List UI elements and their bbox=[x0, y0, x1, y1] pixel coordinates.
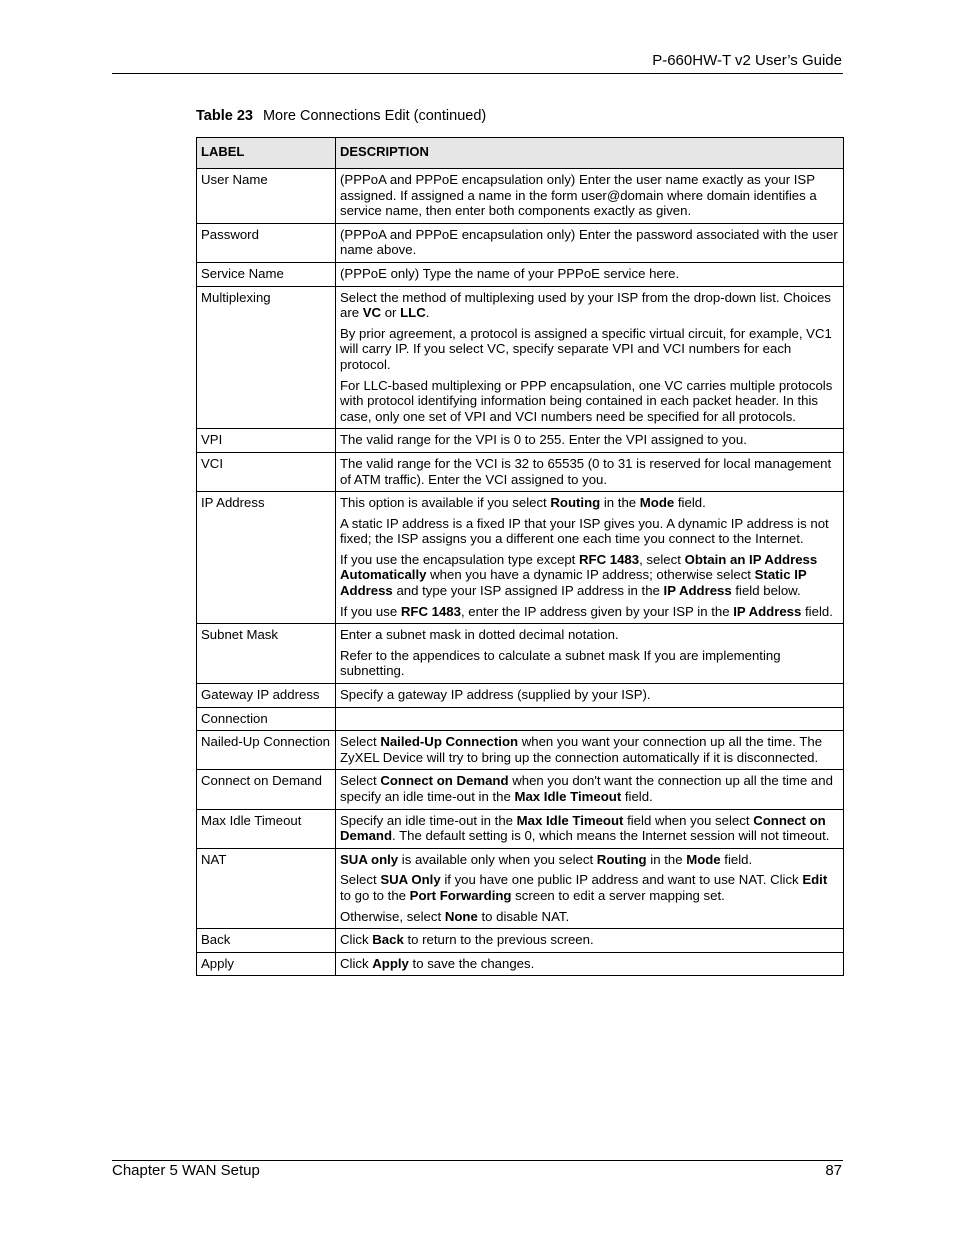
emphasis-term: Max Idle Timeout bbox=[514, 789, 622, 804]
table-row bbox=[197, 809, 844, 848]
text-run: field when you select bbox=[623, 812, 754, 828]
text-run: By prior agreement, a protocol is assigned a specific virtual circuit, for example, VC1 will carry IP. If you select VC, specify separate VPI and VCI numbers for each protocol. bbox=[340, 325, 832, 372]
row-description bbox=[336, 223, 844, 262]
table-row bbox=[197, 286, 844, 429]
emphasis-term: IP Address bbox=[663, 583, 732, 599]
row-description bbox=[336, 929, 844, 953]
description-paragraph bbox=[340, 648, 839, 679]
row-description bbox=[336, 286, 844, 429]
text-run: For LLC-based multiplexing or PPP encapsulation, one VC carries multiple protocols with protocol identifying information being contained in each packet header. In this case, only one set of VPI and VCI numbers need be specified for all protocols. bbox=[340, 377, 833, 424]
table-row bbox=[197, 169, 844, 224]
emphasis-term: Nailed-Up Connection bbox=[380, 734, 519, 750]
text-run: screen to edit a server mapping set. bbox=[511, 887, 725, 903]
table-row bbox=[197, 929, 844, 953]
table-row bbox=[197, 429, 844, 453]
row-description bbox=[336, 848, 844, 928]
table-row bbox=[197, 452, 844, 491]
description-paragraph bbox=[340, 687, 839, 703]
row-description bbox=[336, 624, 844, 684]
text-run: is available only when you select bbox=[398, 851, 597, 867]
emphasis-term: Mode bbox=[639, 495, 675, 511]
emphasis-term: RFC 1483 bbox=[400, 603, 461, 619]
description-paragraph bbox=[340, 172, 839, 219]
description-paragraph bbox=[340, 734, 839, 765]
row-description bbox=[336, 731, 844, 770]
row-label: Service Name bbox=[197, 262, 336, 286]
text-run: if you have one public IP address and want to use NAT. Click bbox=[440, 872, 803, 888]
description-paragraph bbox=[340, 627, 839, 643]
text-run: field. bbox=[621, 789, 653, 804]
text-run: Select the method of multiplexing used by your ISP from the drop-down list. Choices are bbox=[340, 289, 831, 321]
emphasis-term: Edit bbox=[802, 872, 828, 888]
description-paragraph bbox=[340, 909, 839, 925]
text-run: in the bbox=[646, 851, 687, 867]
text-run: Specify an idle time-out in the bbox=[340, 812, 517, 828]
description-paragraph bbox=[340, 956, 839, 972]
emphasis-term: None bbox=[444, 908, 478, 924]
table-caption-label: Table 23 bbox=[196, 108, 253, 124]
emphasis-term: Routing bbox=[596, 851, 647, 867]
text-run: (PPPoE only) Type the name of your PPPoE service here. bbox=[340, 265, 680, 281]
table-row bbox=[197, 848, 844, 928]
emphasis-term: Apply bbox=[372, 955, 409, 971]
description-paragraph bbox=[340, 290, 839, 321]
footer-page-number: 87 bbox=[825, 1162, 842, 1179]
text-run: , select bbox=[639, 551, 685, 567]
text-run: The valid range for the VPI is 0 to 255. Enter the VPI assigned to you. bbox=[340, 432, 747, 448]
row-description bbox=[336, 707, 844, 731]
row-description bbox=[336, 262, 844, 286]
table-row bbox=[197, 262, 844, 286]
row-label: Connection bbox=[197, 707, 336, 731]
row-description bbox=[336, 684, 844, 708]
description-paragraph bbox=[340, 266, 839, 282]
emphasis-term: Max Idle Timeout bbox=[516, 812, 624, 828]
description-paragraph bbox=[340, 326, 839, 373]
text-run: Click bbox=[340, 932, 373, 948]
emphasis-term: RFC 1483 bbox=[579, 551, 640, 567]
row-label: Subnet Mask bbox=[197, 624, 336, 684]
row-label: Connect on Demand bbox=[197, 770, 336, 809]
text-run: Select bbox=[340, 734, 381, 750]
description-paragraph bbox=[340, 227, 839, 258]
emphasis-term: Back bbox=[372, 932, 404, 948]
text-run: (PPPoA and PPPoE encapsulation only) Enter the user name exactly as your ISP assigned. If assigned a name in the form user@domain where domain identifies a service name, then enter both components exactly as given. bbox=[340, 172, 817, 219]
text-run: A static IP address is a fixed IP that your ISP gives you. A dynamic IP address is not fixed; the ISP assigns you a different one each time you connect to the Internet. bbox=[340, 515, 829, 547]
table-row bbox=[197, 731, 844, 770]
row-label: Back bbox=[197, 929, 336, 953]
table-header-row bbox=[197, 138, 844, 169]
table-caption bbox=[196, 108, 486, 124]
text-run: field. bbox=[801, 603, 833, 619]
row-description bbox=[336, 452, 844, 491]
row-label: Gateway IP address bbox=[197, 684, 336, 708]
header-rule bbox=[112, 73, 843, 74]
description-paragraph bbox=[340, 604, 839, 620]
row-label: VCI bbox=[197, 452, 336, 491]
emphasis-term: Connect on Demand bbox=[380, 773, 509, 789]
row-label: Password bbox=[197, 223, 336, 262]
emphasis-term: VC bbox=[362, 305, 382, 321]
row-description bbox=[336, 429, 844, 453]
column-header-label: LABEL bbox=[197, 138, 336, 169]
row-label: IP Address bbox=[197, 492, 336, 624]
emphasis-term: SUA Only bbox=[380, 872, 441, 888]
table-row bbox=[197, 952, 844, 976]
row-label: Max Idle Timeout bbox=[197, 809, 336, 848]
description-paragraph bbox=[340, 552, 839, 599]
text-run: If you use the encapsulation type except bbox=[340, 551, 579, 567]
row-label: Nailed-Up Connection bbox=[197, 731, 336, 770]
description-paragraph bbox=[340, 516, 839, 547]
emphasis-term: Connect on Demand bbox=[340, 812, 826, 844]
text-run: . The default setting is 0, which means the Internet session will not timeout. bbox=[392, 828, 830, 844]
text-run: to go to the bbox=[340, 887, 410, 903]
connections-table bbox=[196, 137, 844, 976]
text-run: If you use bbox=[340, 603, 401, 619]
description-paragraph bbox=[340, 432, 839, 448]
text-run: and type your ISP assigned IP address in the bbox=[392, 583, 664, 599]
emphasis-term: LLC bbox=[400, 305, 426, 321]
table-row bbox=[197, 624, 844, 684]
table-row bbox=[197, 707, 844, 731]
text-run: field. bbox=[720, 851, 753, 867]
text-run: field. bbox=[674, 495, 706, 511]
text-run: to return to the previous screen. bbox=[403, 932, 594, 948]
text-run: The valid range for the VCI is 32 to 65535 (0 to 31 is reserved for local management of ATM traffic). Enter the VCI assigned to you. bbox=[340, 455, 832, 487]
emphasis-term: IP Address bbox=[733, 603, 802, 619]
text-run: or bbox=[381, 305, 401, 321]
text-run: when you don't want the connection up all the time and specify an idle time-out in the bbox=[340, 773, 833, 804]
footer-rule bbox=[112, 1160, 843, 1161]
text-run: Specify a gateway IP address (supplied by your ISP). bbox=[340, 687, 651, 703]
text-run: Enter a subnet mask in dotted decimal notation. bbox=[340, 627, 619, 643]
text-run: . bbox=[425, 305, 430, 321]
description-paragraph bbox=[340, 872, 839, 903]
emphasis-term: Mode bbox=[686, 851, 721, 867]
text-run: (PPPoA and PPPoE encapsulation only) Enter the password associated with the user name above. bbox=[340, 226, 838, 258]
table-row bbox=[197, 223, 844, 262]
description-paragraph bbox=[340, 932, 839, 948]
emphasis-term: Routing bbox=[550, 495, 601, 511]
description-paragraph bbox=[340, 773, 839, 804]
row-label: User Name bbox=[197, 169, 336, 224]
row-label: Apply bbox=[197, 952, 336, 976]
text-run: This option is available if you select bbox=[340, 495, 551, 511]
table-body bbox=[197, 169, 844, 976]
table-row bbox=[197, 492, 844, 624]
description-paragraph bbox=[340, 813, 839, 844]
text-run: Select bbox=[340, 872, 381, 888]
emphasis-term: Static IP Address bbox=[340, 567, 807, 599]
description-paragraph bbox=[340, 495, 839, 511]
table-row bbox=[197, 770, 844, 809]
text-run: Refer to the appendices to calculate a subnet mask If you are implementing subnetting. bbox=[340, 647, 781, 679]
row-label: NAT bbox=[197, 848, 336, 928]
description-paragraph bbox=[340, 456, 839, 487]
column-header-description: DESCRIPTION bbox=[336, 138, 844, 169]
text-run: in the bbox=[600, 495, 640, 511]
row-label: Multiplexing bbox=[197, 286, 336, 429]
text-run: when you want your connection up all the time. The ZyXEL Device will try to bring up the connection automatically if it is disconnected. bbox=[340, 734, 823, 765]
description-paragraph bbox=[340, 378, 839, 425]
emphasis-term: SUA only bbox=[340, 851, 399, 867]
text-run: to disable NAT. bbox=[477, 908, 570, 924]
text-run: Click bbox=[340, 955, 373, 971]
table-row bbox=[197, 684, 844, 708]
text-run: field below. bbox=[731, 583, 801, 599]
footer-chapter: Chapter 5 WAN Setup bbox=[112, 1162, 260, 1179]
emphasis-term: Port Forwarding bbox=[409, 887, 512, 903]
text-run: Select bbox=[340, 773, 381, 789]
row-description bbox=[336, 809, 844, 848]
table-caption-text: More Connections Edit (continued) bbox=[262, 108, 487, 124]
row-label: VPI bbox=[197, 429, 336, 453]
text-run: when you have a dynamic IP address; otherwise select bbox=[426, 567, 755, 583]
text-run: , enter the IP address given by your ISP in the bbox=[460, 603, 734, 619]
text-run: Otherwise, select bbox=[340, 908, 445, 924]
row-description bbox=[336, 492, 844, 624]
row-description bbox=[336, 169, 844, 224]
row-description bbox=[336, 770, 844, 809]
running-header-title: P-660HW-T v2 User’s Guide bbox=[652, 52, 842, 69]
text-run: to save the changes. bbox=[408, 955, 535, 971]
row-description bbox=[336, 952, 844, 976]
emphasis-term: Obtain an IP Address Automatically bbox=[340, 551, 818, 583]
description-paragraph bbox=[340, 852, 839, 868]
